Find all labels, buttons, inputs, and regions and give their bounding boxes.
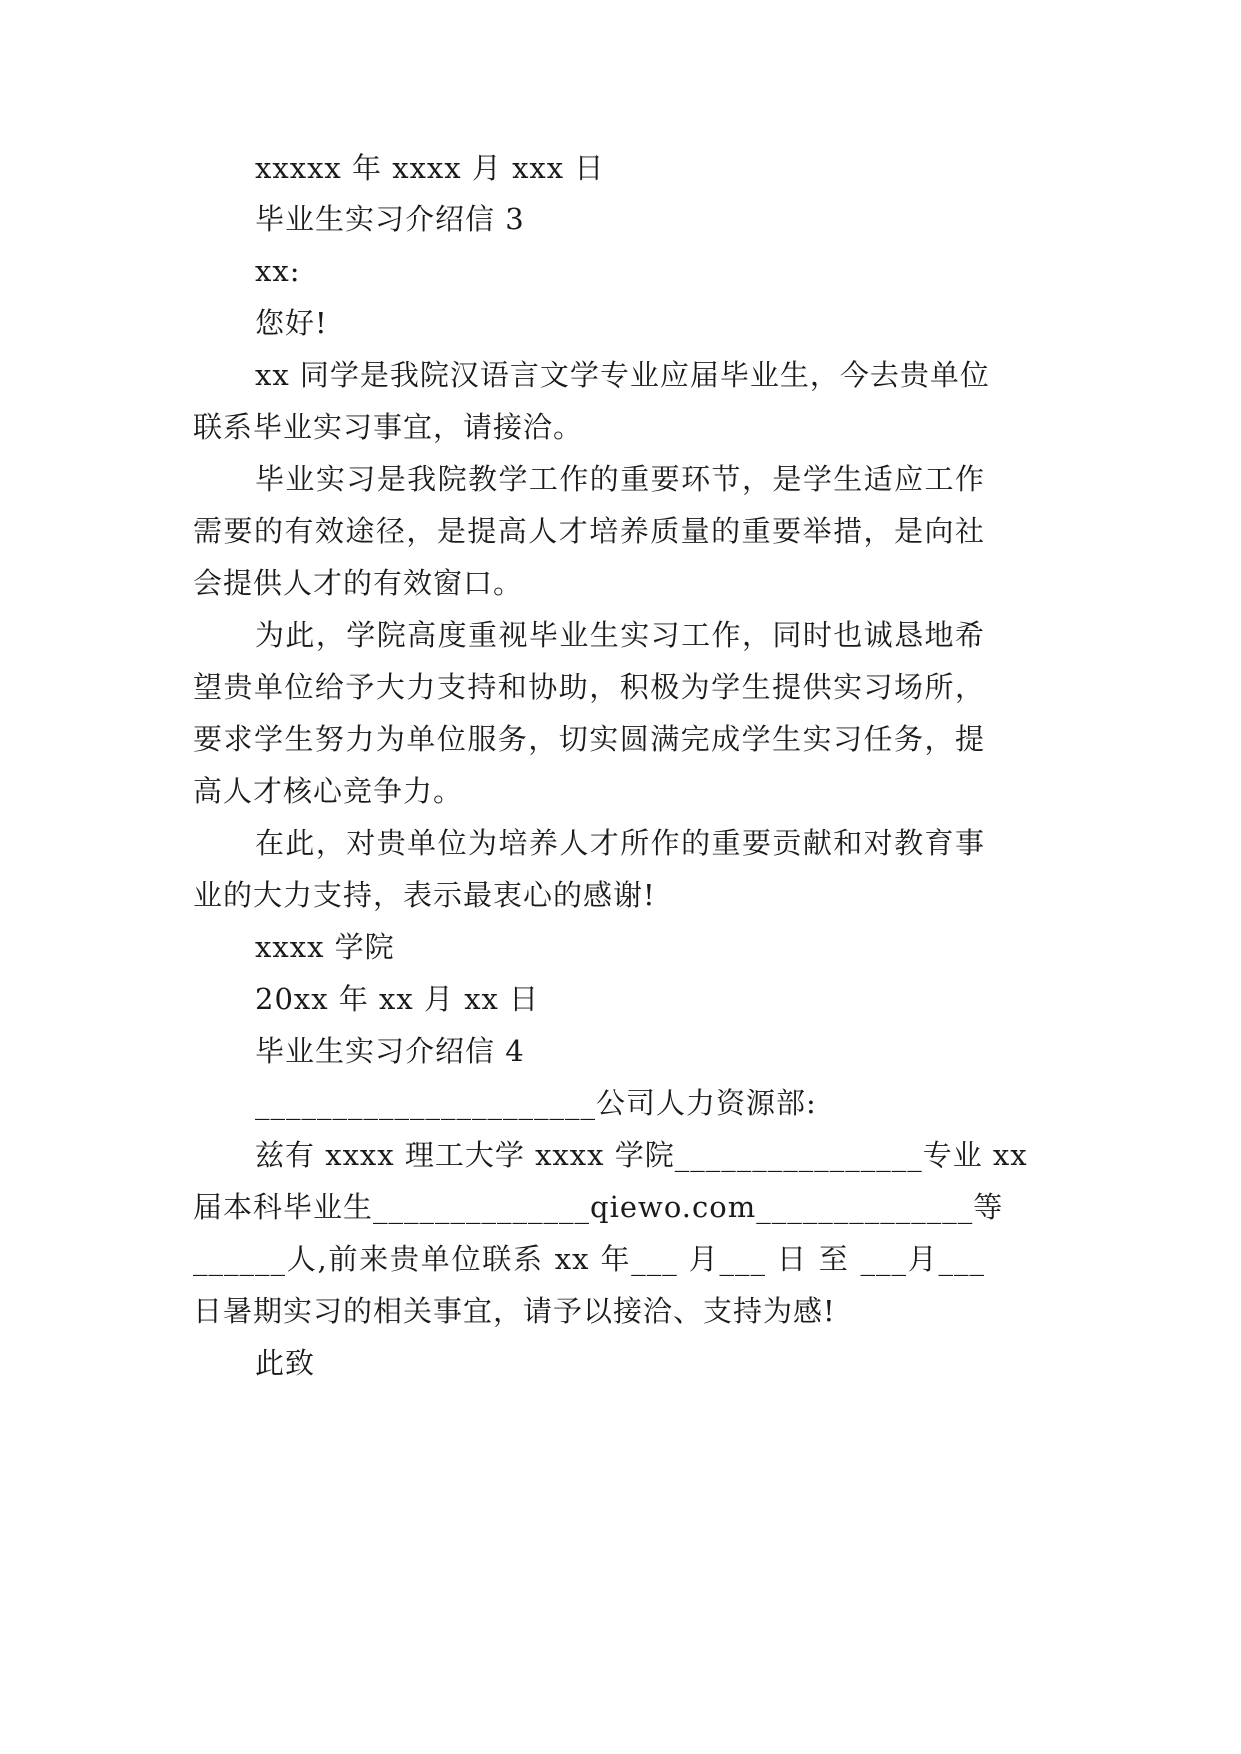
paragraph-line: 在此，对贵单位为培养人才所作的重要贡献和对教育事 xyxy=(255,826,985,860)
signature: xxxx 学院 xyxy=(255,930,395,964)
salutation: xx: xyxy=(255,254,301,288)
paragraph-line: 望贵单位给予大力支持和协助，积极为学生提供实习场所， xyxy=(193,670,985,704)
letter-title-4: 毕业生实习介绍信 4 xyxy=(255,1034,525,1068)
paragraph-line: ______人,前来贵单位联系 xx 年___ 月___ 日 至 ___月___ xyxy=(193,1242,985,1276)
addressee: ______________________公司人力资源部: xyxy=(255,1086,817,1120)
greeting: 您好! xyxy=(255,306,328,340)
date-line: 20xx 年 xx 月 xx 日 xyxy=(255,982,540,1016)
paragraph-line: xx 同学是我院汉语言文学专业应届毕业生，今去贵单位 xyxy=(255,358,990,392)
paragraph-line: 要求学生努力为单位服务，切实圆满完成学生实习任务，提 xyxy=(193,722,985,756)
paragraph-line: 毕业实习是我院教学工作的重要环节，是学生适应工作 xyxy=(255,462,985,496)
date-line: xxxxx 年 xxxx 月 xxx 日 xyxy=(255,151,605,185)
closing: 此致 xyxy=(255,1346,316,1380)
letter-title-3: 毕业生实习介绍信 3 xyxy=(255,202,525,236)
paragraph-line: 需要的有效途径，是提高人才培养质量的重要举措，是向社 xyxy=(193,514,985,548)
paragraph-line: 为此，学院高度重视毕业生实习工作，同时也诚恳地希 xyxy=(255,618,985,652)
paragraph-line: 日暑期实习的相关事宜，请予以接洽、支持为感! xyxy=(193,1294,836,1328)
paragraph-line: 联系毕业实习事宜，请接洽。 xyxy=(193,410,584,444)
paragraph-line: 兹有 xxxx 理工大学 xxxx 学院________________专业 xx xyxy=(255,1138,1028,1172)
paragraph-line: 业的大力支持，表示最衷心的感谢! xyxy=(193,878,656,912)
paragraph-line: 届本科毕业生______________qiewo.com______________等 xyxy=(193,1190,1004,1224)
paragraph-line: 高人才核心竞争力。 xyxy=(193,774,464,808)
paragraph-line: 会提供人才的有效窗口。 xyxy=(193,566,524,600)
